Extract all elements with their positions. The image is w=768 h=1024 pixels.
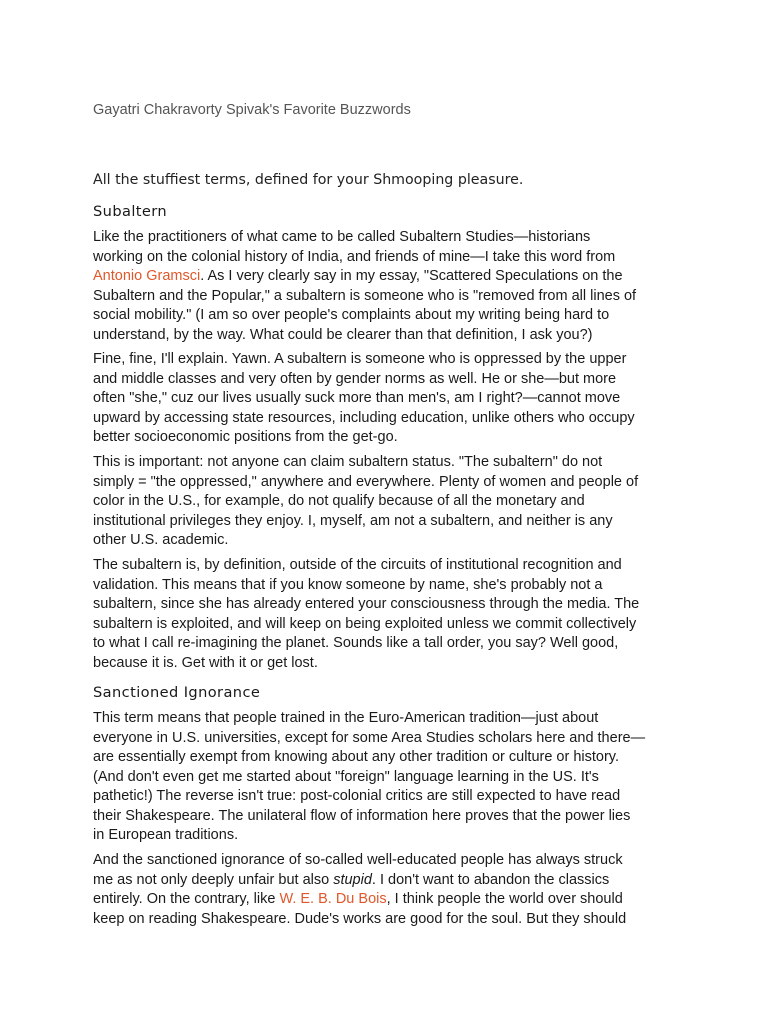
paragraph-line: upward by accessing state resources, including education, unlike others who occupy <box>93 409 635 426</box>
paragraph-line: everyone in U.S. universities, except for some Area Studies scholars here and there— <box>93 729 646 746</box>
paragraph-line: often "she," cuz our lives usually suck more than men's, am I right?—cannot move <box>93 390 621 406</box>
line-text: . As I very clearly say in my essay, "Scattered Speculations on the <box>200 268 623 284</box>
paragraph <box>93 851 626 929</box>
paragraph-line: working on the colonial history of India, and friends of mine—I take this word from <box>93 248 616 265</box>
line-text: , I think people the world over should <box>386 891 623 907</box>
paragraph-line: pathetic!) The reverse isn't true: post-colonial critics are still expected to have read <box>93 788 621 804</box>
paragraph-line: subaltern, since she has already entered your consciousness through the media. The <box>93 596 640 612</box>
paragraph-line: color in the U.S., for example, do not qualify because of all the monetary and <box>93 493 585 509</box>
paragraph <box>93 350 635 448</box>
paragraph-line: Subaltern and the Popular," a subaltern is someone who is "removed from all lines of <box>93 287 637 304</box>
emphasis-text: stupid <box>333 871 372 888</box>
paragraph-line: subaltern is exploited, and will keep on being exploited unless we commit collectively <box>93 615 637 632</box>
paragraph-line: and middle classes and very often by gender norms as well. He or she—but more <box>93 370 617 387</box>
paragraph-line: to what I call re-imagining the planet. Sounds like a tall order, you say? Well good, <box>93 635 619 651</box>
line-text: . I don't want to abandon the classics <box>371 871 610 888</box>
paragraph-line: This term means that people trained in the Euro-American tradition—just about <box>93 710 599 726</box>
paragraph-line <box>93 890 626 910</box>
paragraph <box>93 228 636 345</box>
paragraph-line: The subaltern is, by definition, outside of the circuits of institutional recognition and <box>93 557 622 573</box>
paragraph-line: Like the practitioners of what came to be called Subaltern Studies—historians <box>93 229 591 245</box>
paragraph-line: social mobility." (I am so over people's complaints about my writing being hard to <box>93 307 610 323</box>
paragraph-line: better socioeconomic positions from the get-go. <box>93 429 398 445</box>
link-antonio-gramsci[interactable]: Antonio Gramsci <box>93 268 201 284</box>
section-heading-subaltern: Subaltern <box>93 203 168 220</box>
paragraph-line: in European traditions. <box>93 827 239 843</box>
paragraph <box>93 556 639 673</box>
link-w-e-b-du-bois[interactable]: W. E. B. Du Bois <box>279 891 387 907</box>
paragraph-line: other U.S. academic. <box>93 532 229 548</box>
paragraph-line: And the sanctioned ignorance of so-called well-educated people has always struck <box>93 852 623 868</box>
line-text: me as not only deeply unfair but also <box>93 871 334 888</box>
paragraph-line: institutional privileges they enjoy. I, myself, am not a subaltern, and neither is any <box>93 512 613 529</box>
paragraph-line: validation. This means that if you know someone by name, she's probably not a <box>93 576 603 593</box>
paragraph-line <box>93 267 636 287</box>
page-title: Gayatri Chakravorty Spivak's Favorite Buzzwords <box>93 102 411 118</box>
paragraph-line: simply = "the oppressed," anywhere and everywhere. Plenty of women and people of <box>93 473 639 490</box>
section-heading-sanctioned-ignorance: Sanctioned Ignorance <box>93 684 261 701</box>
paragraph-line: Fine, fine, I'll explain. Yawn. A subaltern is someone who is oppressed by the upper <box>93 351 627 367</box>
paragraph-line: This is important: not anyone can claim subaltern status. "The subaltern" do not <box>93 454 603 470</box>
paragraph-line: are essentially exempt from knowing about any other tradition or culture or history. <box>93 749 620 765</box>
paragraph-line: keep on reading Shakespeare. Dude's works are good for the soul. But they should <box>93 910 627 927</box>
paragraph-line <box>93 871 626 891</box>
paragraph-line: their Shakespeare. The unilateral flow of information here proves that the power lies <box>93 807 631 824</box>
paragraph <box>93 709 645 846</box>
paragraph-line: understand, by the way. What could be clearer than that definition, I ask you?) <box>93 326 593 343</box>
paragraph-line: (And don't even get me started about "foreign" language learning in the US. It's <box>93 768 599 785</box>
line-text: entirely. On the contrary, like <box>93 891 280 907</box>
paragraph <box>93 453 638 551</box>
intro-text: All the stuffiest terms, defined for your Shmooping pleasure. <box>93 172 524 188</box>
paragraph-line: because it is. Get with it or get lost. <box>93 654 318 671</box>
